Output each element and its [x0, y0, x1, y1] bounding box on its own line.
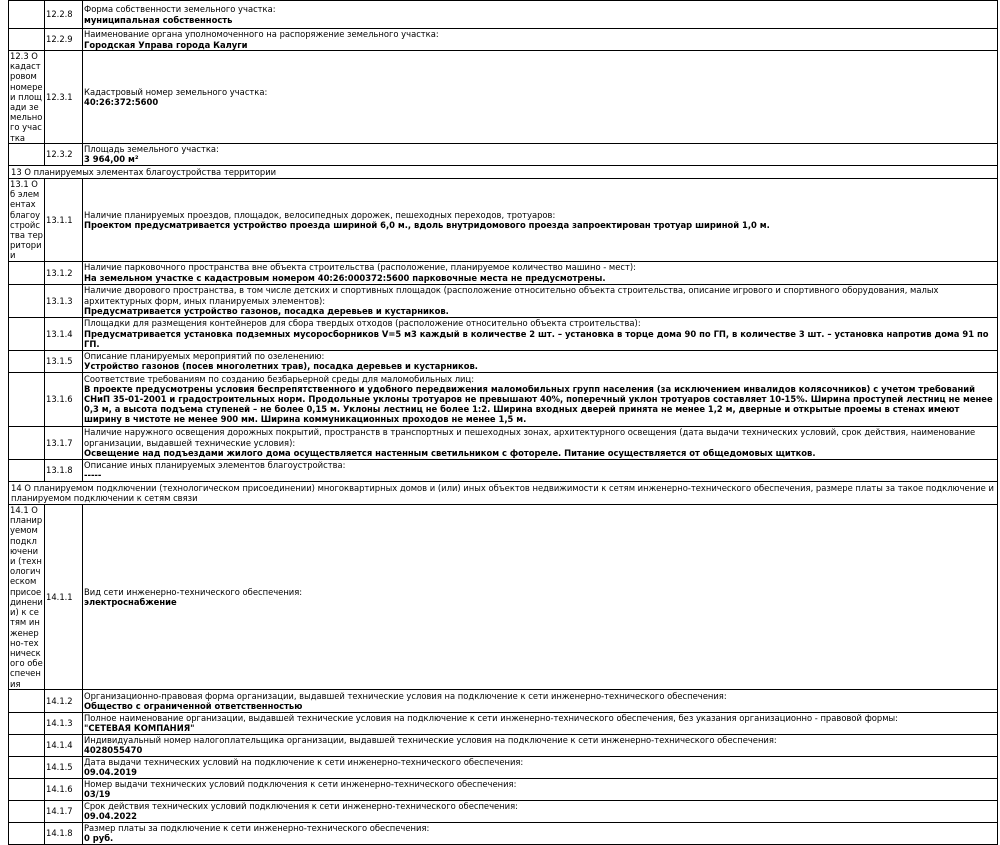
row-value: 4028055470: [84, 745, 143, 756]
row-label: Наличие дворового пространства, в том числе детских и спортивных площадок (расположение относительно объекта строительства, описание игрового и спортивного оборудования, малых архитектурных форм, иных планируемых элементов):: [84, 285, 939, 306]
group-cell-empty: [9, 800, 45, 822]
row-value: 40:26:372:5600: [84, 96, 159, 107]
table-row: [9, 261, 998, 284]
table-row: [9, 29, 998, 51]
group-cell-empty: [9, 261, 45, 284]
table-row: [9, 778, 998, 800]
row-number: 12.2.9: [45, 29, 83, 51]
table-row: [9, 426, 998, 459]
row-number: 13.1.2: [45, 261, 83, 284]
table-row: [9, 712, 998, 734]
row-content: [83, 372, 998, 426]
table-row: [9, 800, 998, 822]
row-label: Описание планируемых мероприятий по озеленению:: [84, 350, 325, 361]
row-number: 13.1.4: [45, 317, 83, 350]
row-label: Полное наименование организации, выдавшей технические условия на подключение к сети инженерно-технического обеспечения, без указания организационно - правовой формы:: [84, 713, 898, 724]
row-value: 09.04.2019: [84, 767, 137, 778]
row-value: Освещение над подъездами жилого дома осуществляется настенным светильником с фотореле. Питание осуществляется от общедомовых щитков.: [84, 447, 816, 458]
group-cell-empty: [9, 459, 45, 481]
group-cell-empty: [9, 756, 45, 778]
row-content: [83, 689, 998, 712]
row-label: Наличие парковочного пространства вне объекта строительства (расположение, планируемое количество машино - мест):: [84, 262, 636, 273]
row-content: [83, 712, 998, 734]
table-row: [9, 734, 998, 756]
row-number: 13.1.1: [45, 179, 83, 262]
table-row: [9, 143, 998, 165]
row-content: [83, 756, 998, 778]
group-cell-empty: [9, 822, 45, 844]
row-value: 0 руб.: [84, 833, 114, 844]
section-heading-14: 14 О планируемом подключении (технологическом присоединении) многоквартирных домов и (или) иных объектов недвижимости к сетям инженерно-технического обеспечения, размере платы за такое подключение и планируемом подключении к сетям связи: [9, 481, 998, 504]
group-label-12-3: 12.3 О кадастровом номере и площади земельного участка: [10, 51, 43, 143]
table-row: [9, 51, 998, 144]
row-content: [83, 459, 998, 481]
section-row: [9, 165, 998, 178]
table-row: [9, 459, 998, 481]
row-value: Проектом предусматривается устройство проезда шириной 6,0 м., вдоль внутридомового проезда запроектирован тротуар шириной 1,0 м.: [84, 219, 770, 230]
table-row: [9, 756, 998, 778]
row-value: Предусматривается установка подземных мусоросборников V=5 м3 каждый в количестве 2 шт. – установка в торце дома 90 по ГП, в количестве 3 шт. – установка напротив дома 91 по ГП.: [84, 328, 989, 349]
row-value: 09.04.2022: [84, 811, 137, 822]
row-label: Описание иных планируемых элементов благоустройства:: [84, 459, 346, 470]
row-number: 14.1.4: [45, 734, 83, 756]
table-row: [9, 689, 998, 712]
row-value: Предусматривается устройство газонов, посадка деревьев и кустарников.: [84, 305, 449, 316]
group-cell-empty: [9, 350, 45, 372]
row-content: [83, 734, 998, 756]
row-label: Площадки для размещения контейнеров для сбора твердых отходов (расположение относительно объекта строительства):: [84, 318, 641, 329]
declaration-table: [8, 0, 998, 845]
declaration-document: [8, 0, 998, 845]
table-row: [9, 372, 998, 426]
group-label-14-1: 14.1 О планируемом подключении (технологическом присоединении) к сетям инженерно-технического обеспечения: [10, 505, 43, 689]
group-cell-empty: [9, 1, 45, 29]
row-content: [83, 505, 998, 690]
row-label: Соответствие требованиям по созданию безбарьерной среды для маломобильных лиц:: [84, 373, 475, 384]
row-number: 14.1.2: [45, 689, 83, 712]
group-cell-empty: [9, 143, 45, 165]
row-content: [83, 800, 998, 822]
row-label: Вид сети инженерно-технического обеспечения:: [84, 586, 303, 597]
group-cell-empty: [9, 29, 45, 51]
row-label: Наличие наружного освещения дорожных покрытий, пространств в транспортных и пешеходных зонах, архитектурного освещения (дата выдачи технических условий, срок действия, наименование организации, выдавшей технические условия):: [84, 427, 976, 448]
table-row: [9, 284, 998, 317]
row-number: 13.1.8: [45, 459, 83, 481]
row-value: муниципальная собственность: [84, 14, 233, 25]
row-label: Наличие планируемых проездов, площадок, велосипедных дорожек, пешеходных переходов, тротуаров:: [84, 209, 556, 220]
row-label: Номер выдачи технических условий подключения к сети инженерно-технического обеспечения:: [84, 779, 517, 790]
section-row: [9, 481, 998, 504]
row-number: 12.2.8: [45, 1, 83, 29]
group-label-13-1: 13.1 Об элементах благоустройства территории: [10, 179, 43, 261]
table-row: [9, 317, 998, 350]
row-value: В проекте предусмотрены условия беспрепятственного и удобного передвижения маломобильных групп населения (за исключением инвалидов колясочников) с учетом требований СНиП 35-01-2001 и градостроительных норм. Продольные уклоны тротуаров не превышают 40%, поперечный уклон тротуаров составляет 10-15%. Ширина проступей лестниц не менее 0,3 м, а высота подъема ступеней – не более 0,15 м. Уклоны лестниц не более 1:2. Ширина входных дверей принята не менее 1,2 м, дверные и открытые проемы в стенах имеют ширину в чистоте не менее 900 мм. Ширина коммуникационных проходов не менее 1,5 м.: [84, 383, 993, 425]
table-row: [9, 1, 998, 29]
table-row: [9, 179, 998, 262]
row-label: Индивидуальный номер налогоплательщика организации, выдавшей технические условия на подключение к сети инженерно-технического обеспечения:: [84, 735, 777, 746]
row-number: 14.1.1: [45, 505, 83, 690]
row-content: [83, 426, 998, 459]
row-label: Наименование органа уполномоченного на распоряжение земельного участка:: [84, 29, 439, 40]
row-value: электроснабжение: [84, 596, 177, 607]
row-number: 14.1.3: [45, 712, 83, 734]
row-content: [83, 29, 998, 51]
row-number: 14.1.5: [45, 756, 83, 778]
row-content: [83, 317, 998, 350]
row-label: Площадь земельного участка:: [84, 144, 219, 155]
row-value: Общество с ограниченной ответственностью: [84, 700, 303, 711]
row-number: 13.1.6: [45, 372, 83, 426]
row-value: Устройство газонов (посев многолетних трав), посадка деревьев и кустарников.: [84, 361, 478, 372]
table-row: [9, 822, 998, 844]
row-value: На земельном участке с кадастровым номером 40:26:000372:5600 парковочные места не предусмотрены.: [84, 272, 606, 283]
row-content: [83, 822, 998, 844]
group-cell-empty: [9, 284, 45, 317]
group-cell-empty: [9, 372, 45, 426]
row-value: "СЕТЕВАЯ КОМПАНИЯ": [84, 723, 195, 734]
group-cell-empty: [9, 689, 45, 712]
group-cell-empty: [9, 778, 45, 800]
row-label: Организационно-правовая форма организации, выдавшей технические условия на подключение к сети инженерно-технического обеспечения:: [84, 690, 727, 701]
row-content: [83, 778, 998, 800]
group-cell-empty: [9, 734, 45, 756]
row-label: Форма собственности земельного участка:: [84, 4, 276, 15]
row-number: 13.1.3: [45, 284, 83, 317]
row-number: 12.3.1: [45, 51, 83, 144]
row-number: 14.1.8: [45, 822, 83, 844]
row-value: Городская Управа города Калуги: [84, 39, 248, 50]
row-content: [83, 261, 998, 284]
table-row: [9, 505, 998, 690]
row-content: [83, 1, 998, 29]
row-number: 13.1.5: [45, 350, 83, 372]
row-value: 3 964,00 м²: [84, 154, 139, 165]
group-cell-empty: [9, 712, 45, 734]
row-label: Размер платы за подключение к сети инженерно-технического обеспечения:: [84, 823, 430, 834]
row-content: [83, 284, 998, 317]
row-number: 12.3.2: [45, 143, 83, 165]
row-number: 14.1.6: [45, 778, 83, 800]
row-label: Кадастровый номер земельного участка:: [84, 86, 268, 97]
row-label: Срок действия технических условий подключения к сети инженерно-технического обеспечения:: [84, 801, 518, 812]
row-number: 14.1.7: [45, 800, 83, 822]
row-value: 03/19: [84, 789, 111, 800]
table-row: [9, 350, 998, 372]
row-value: -----: [84, 470, 102, 481]
row-content: [83, 179, 998, 262]
row-content: [83, 51, 998, 144]
row-number: 13.1.7: [45, 426, 83, 459]
row-label: Дата выдачи технических условий на подключение к сети инженерно-технического обеспечения:: [84, 757, 524, 768]
group-cell-empty: [9, 317, 45, 350]
section-heading-13: 13 О планируемых элементах благоустройства территории: [9, 165, 998, 178]
row-content: [83, 350, 998, 372]
row-content: [83, 143, 998, 165]
group-cell-empty: [9, 426, 45, 459]
